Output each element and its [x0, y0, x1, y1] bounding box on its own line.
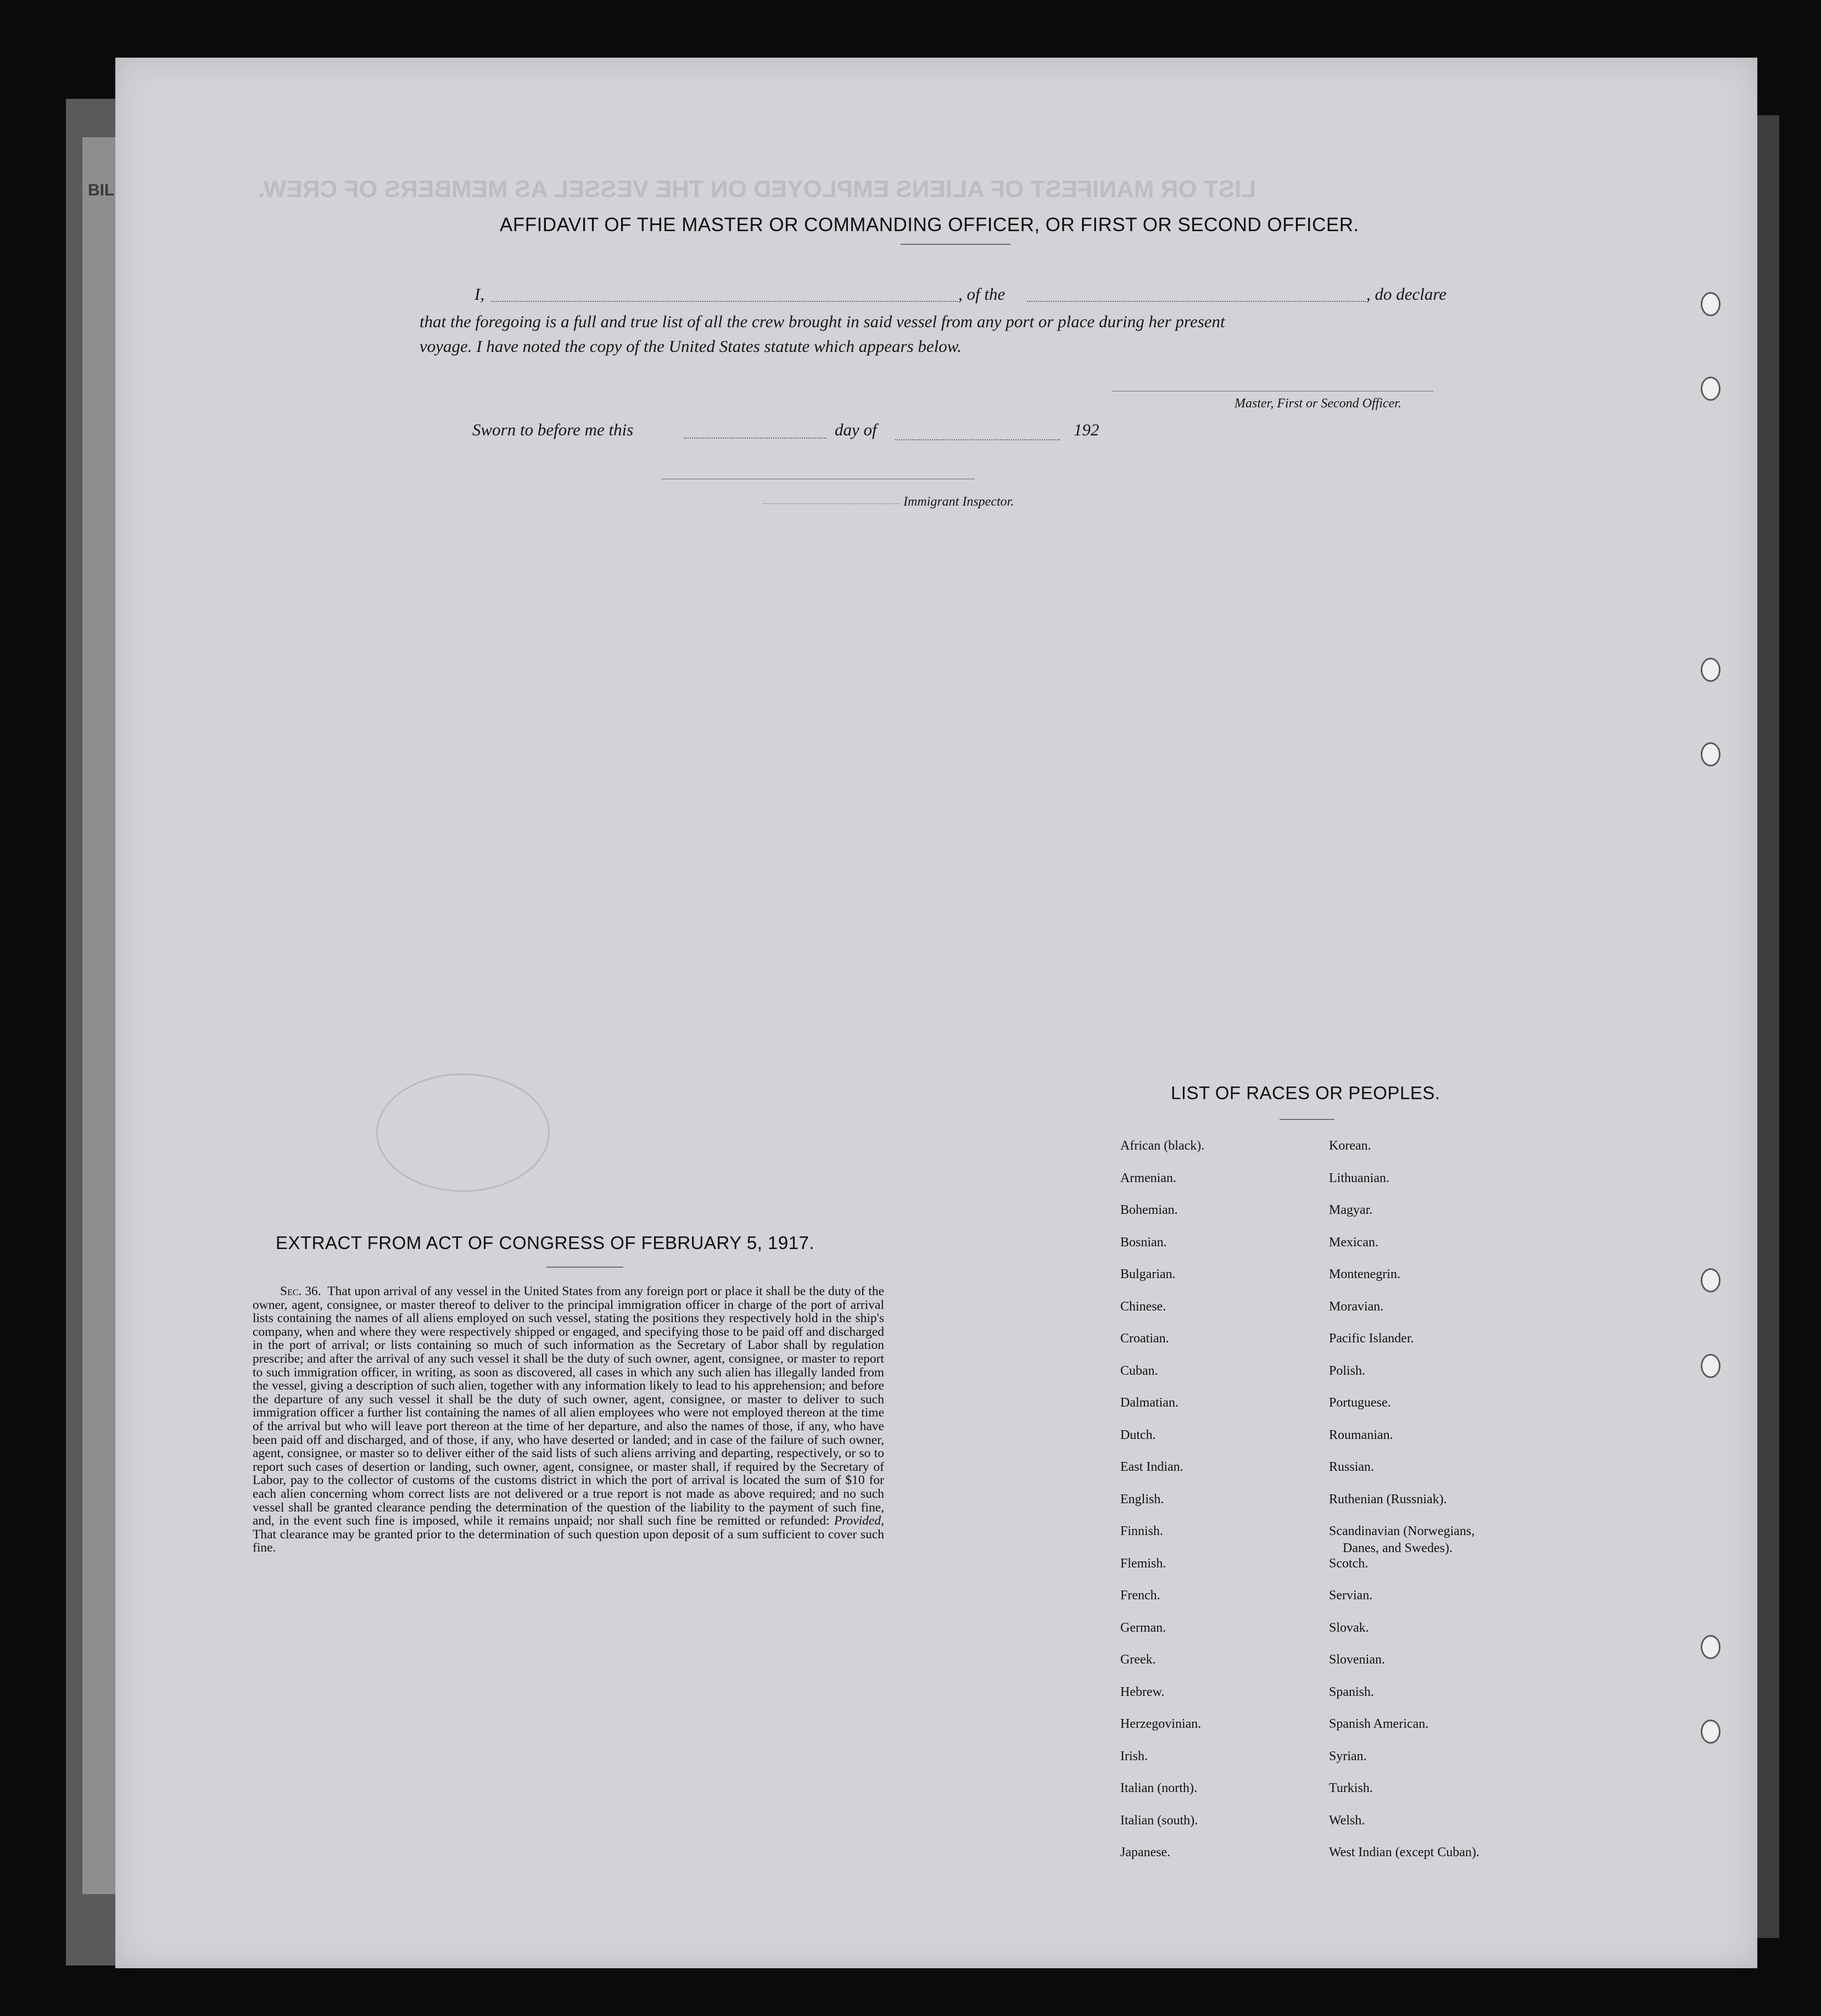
- race-item: Montenegrin.: [1329, 1267, 1400, 1281]
- race-item: West Indian (except Cuban).: [1329, 1845, 1479, 1860]
- race-item: Scandinavian (Norwegians,: [1329, 1524, 1475, 1538]
- affidavit-text-line3: voyage. I have noted the copy of the United States statute which appears below.: [420, 337, 962, 356]
- officer-name-field[interactable]: [491, 301, 958, 302]
- race-item: Polish.: [1329, 1363, 1366, 1378]
- race-item: Ruthenian (Russniak).: [1329, 1492, 1447, 1507]
- race-item: French.: [1120, 1588, 1160, 1603]
- race-item: Mexican.: [1329, 1235, 1378, 1250]
- race-item: Turkish.: [1329, 1781, 1373, 1795]
- race-item: English.: [1120, 1492, 1164, 1507]
- extract-provided-word: Provided,: [834, 1514, 885, 1528]
- punch-hole: [1701, 658, 1721, 682]
- race-item: Welsh.: [1329, 1813, 1365, 1828]
- race-item: Syrian.: [1329, 1749, 1367, 1763]
- race-item: Bosnian.: [1120, 1235, 1167, 1250]
- affidavit-title: AFFIDAVIT OF THE MASTER OR COMMANDING OFFICER, OR FIRST OR SECOND OFFICER.: [500, 214, 1359, 236]
- race-item: Hebrew.: [1120, 1684, 1165, 1699]
- punch-hole: [1701, 377, 1721, 401]
- race-item: Japanese.: [1120, 1845, 1171, 1860]
- sworn-year-label: 192: [1074, 420, 1099, 439]
- vessel-name-field[interactable]: [1027, 301, 1366, 302]
- extract-section-label: Sec. 36.: [280, 1284, 321, 1298]
- extract-body-part1: That upon arrival of any vessel in the United States from any foreign port or place it shall be the duty of the owner, agent, consignee, or master thereof to deliver to the principal immigration officer in charge of the port of arrival lists containing the names of all aliens employed on such vessel, stating the positions they respectively hold in the ship's company, when and where they were respectively shipped or engaged, and specifying those to be paid off and discharged in the port of arrival; or lists containing so much of such information as the Secretary of Labor shall by regulation prescribe; and after the arrival of any such vessel it shall be the duty of such owner, agent, consignee, or master to report to such immigration officer, in writing, as soon as discovered, all cases in which any such alien has illegally landed from the vessel, giving a description of such alien, together with any information likely to lead to his apprehension; and before the departure of any such vessel it shall be the duty of such owner, agent, consignee, or master to deliver to such immigration officer a further list containing the names of all alien employees who were not employed thereon at the time of the arrival but who will leave port thereon at the time of her departure, and also the names of those, if any, who have been paid off and discharged, and of those, if any, who have deserted or landed; and in case of the failure of such owner, agent, consignee, or master so to deliver either of the said lists of such aliens arriving and departing, respectively, or so to report such cases of desertion or landing, such owner, agent, consignee, or master shall, if required by the Secretary of Labor, pay to the collector of customs of the customs district in which the port of arrival is located the sum of $10 for each alien concerning whom correct lists are not delivered or a true report is not made as above required; and no such vessel shall be granted clearance pending the determination of the question of the liability to the payment of such fine, and, in the event such fine is imposed, while it remains unpaid; nor shall such fine be remitted or refunded:: [253, 1284, 885, 1528]
- faint-stamp: [376, 1073, 550, 1192]
- race-item: Greek.: [1120, 1653, 1156, 1667]
- race-item: Russian.: [1329, 1460, 1375, 1474]
- master-signature-label: Master, First or Second Officer.: [1235, 396, 1401, 411]
- punch-hole: [1701, 1354, 1721, 1378]
- margin-bleed-text: BIL: [88, 181, 115, 199]
- races-column-2: [1329, 1139, 1479, 1878]
- extract-title-rule: [546, 1267, 623, 1268]
- race-item: German.: [1120, 1620, 1166, 1635]
- races-title: LIST OF RACES OR PEOPLES.: [1171, 1083, 1440, 1103]
- race-item: Roumanian.: [1329, 1427, 1393, 1442]
- race-item: African (black).: [1120, 1139, 1205, 1153]
- race-item: Dutch.: [1120, 1427, 1156, 1442]
- extract-body-part2: That clearance may be granted prior to the determination of such question upon deposit of a sum sufficient to cover such fine.: [253, 1527, 884, 1555]
- race-item: Chinese.: [1120, 1299, 1166, 1314]
- punch-hole: [1701, 1720, 1721, 1744]
- race-item: Magyar.: [1329, 1203, 1373, 1217]
- race-item: Irish.: [1120, 1749, 1148, 1763]
- affidavit-i-label: I,: [474, 284, 485, 304]
- sworn-day-field[interactable]: [684, 438, 826, 439]
- race-item: Servian.: [1329, 1588, 1373, 1603]
- affidavit-title-rule: [901, 244, 1010, 245]
- races-column-1: [1120, 1139, 1204, 1878]
- race-item: Cuban.: [1120, 1363, 1158, 1378]
- punch-hole: [1701, 292, 1721, 316]
- inspector-label: Immigrant Inspector.: [903, 495, 1014, 509]
- punch-hole: [1701, 742, 1721, 766]
- sworn-month-field[interactable]: [895, 439, 1060, 440]
- race-item: Bohemian.: [1120, 1203, 1178, 1217]
- race-item: Lithuanian.: [1329, 1171, 1389, 1185]
- race-item: Slovenian.: [1329, 1653, 1385, 1667]
- affidavit-text-line2: that the foregoing is a full and true list of all the crew brought in said vessel from any port or place during her present: [420, 312, 1225, 331]
- races-title-rule: [1280, 1119, 1334, 1120]
- affidavit-of-the-label: , of the: [958, 284, 1006, 304]
- punch-hole: [1701, 1268, 1721, 1292]
- race-item: Slovak.: [1329, 1620, 1369, 1635]
- extract-title: EXTRACT FROM ACT OF CONGRESS OF FEBRUARY 5, 1917.: [276, 1233, 815, 1253]
- page-right-shadow: [1757, 115, 1779, 1938]
- punch-hole: [1701, 1635, 1721, 1659]
- sworn-day-of-label: day of: [835, 420, 877, 439]
- race-item: East Indian.: [1120, 1460, 1183, 1474]
- race-item: Flemish.: [1120, 1556, 1166, 1571]
- race-item: Korean.: [1329, 1139, 1371, 1153]
- race-item: Scotch.: [1329, 1556, 1368, 1571]
- bleed-through-title: LIST OR MANIFEST OF ALIENS EMPLOYED ON THE VESSEL AS MEMBERS OF CREW.: [258, 176, 1256, 203]
- race-item: Finnish.: [1120, 1524, 1164, 1538]
- race-item: Dalmatian.: [1120, 1396, 1178, 1410]
- race-item: Italian (south).: [1120, 1813, 1198, 1828]
- race-item: Portuguese.: [1329, 1396, 1391, 1410]
- race-item: Armenian.: [1120, 1171, 1176, 1185]
- race-item: Spanish American.: [1329, 1717, 1429, 1731]
- race-item: Moravian.: [1329, 1299, 1384, 1314]
- affidavit-declare-label: , do declare: [1366, 284, 1447, 304]
- race-item: Italian (north).: [1120, 1781, 1197, 1795]
- sworn-prefix: Sworn to before me this: [472, 420, 634, 439]
- extract-body: [253, 1285, 884, 1555]
- race-item-continuation: Danes, and Swedes).: [1343, 1541, 1453, 1555]
- race-item: Croatian.: [1120, 1331, 1169, 1346]
- race-item: Bulgarian.: [1120, 1267, 1176, 1281]
- race-item: Spanish.: [1329, 1684, 1375, 1699]
- race-item: Pacific Islander.: [1329, 1331, 1414, 1346]
- race-item: Herzegovinian.: [1120, 1717, 1202, 1731]
- inspector-dotted-line: [763, 503, 900, 504]
